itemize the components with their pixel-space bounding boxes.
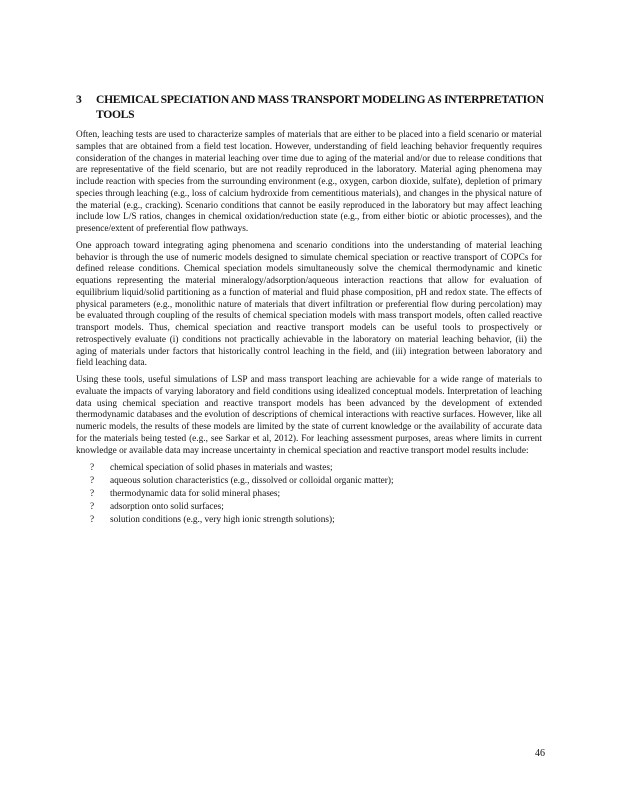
list-item-text: chemical speciation of solid phases in materials and wastes; — [110, 463, 333, 474]
bullet-icon: ? — [90, 463, 95, 474]
paragraph: Often, leaching tests are used to characterize samples of materials that are either to be placed into a field scenario or material samples that are obtained from a field test location. However, understanding of field leaching behavior frequently requires consideration of the changes in material leaching over time due to aging of the material and/or due to release conditions that are representative of the field scenario, but are not readily reproduced in the laboratory. Material aging phenomena may include reaction with species from the surrounding environment (e.g., oxygen, carbon dioxide, sulfate), depletion of primary species through leaching (e.g., loss of calcium hydroxide from cementitious materials), and changes in the physical nature of the material (e.g., cracking). Scenario conditions that cannot be easily reproduced in the laboratory but may affect leaching include low L/S ratios, changes in chemical oxidation/reduction state (e.g., from either biotic or abiotic processes), and the presence/extent of preferential flow pathways. — [76, 130, 542, 234]
bullet-icon: ? — [90, 489, 95, 500]
section-body — [76, 130, 542, 527]
list-item — [76, 462, 542, 475]
list-item-text: solution conditions (e.g., very high ionic strength solutions); — [110, 514, 335, 525]
paragraph: One approach toward integrating aging phenomena and scenario conditions into the understanding of material leaching behavior is through the use of numeric models designed to simulate chemical speciation or reactive transport of COPCs for defined release conditions. Chemical speciation models simultaneously solve the chemical thermodynamic and kinetic equations representing the material mineralogy/adsorption/aqueous interaction reactions that allow for evaluation of equilibrium liquid/solid partitioning as a function of material and fluid phase composition, pH and redox state. The effects of physical parameters (e.g., monolithic nature of materials that divert infiltration or preferential flow during percolation) may be evaluated through coupling of the results of chemical speciation models with mass transport models, often called reactive transport models. Thus, chemical speciation and reactive transport models can be useful tools to prospectively or retrospectively evaluate (i) conditions not practically achievable in the laboratory on material leaching behavior, (ii) the aging of materials under factors that historically control leaching in the field, and (iii) integration between laboratory and field leaching data. — [76, 240, 542, 369]
list-item — [76, 501, 542, 514]
section-number: 3 — [76, 93, 82, 106]
limitations-list — [76, 462, 542, 527]
list-item-text: aqueous solution characteristics (e.g., dissolved or colloidal organic matter); — [110, 476, 394, 487]
list-item-text: adsorption onto solid surfaces; — [110, 501, 224, 512]
bullet-icon: ? — [90, 514, 95, 525]
section-heading — [76, 92, 546, 122]
list-item-text: thermodynamic data for solid mineral phases; — [110, 489, 281, 500]
section-title: CHEMICAL SPECIATION AND MASS TRANSPORT MODELING AS INTERPRETATION TOOLS — [96, 93, 544, 121]
paragraph: Using these tools, useful simulations of LSP and mass transport leaching are achievable for a wide range of materials to evaluate the impacts of varying laboratory and field conditions using idealized conceptual models. Interpretation of leaching data using chemical speciation and reactive transport models has been advanced by the development of extended thermodynamic databases and the evolution of descriptions of chemical interactions with reactive surfaces. However, like all numeric models, the results of these models are limited by the state of current knowledge or the availability of accurate data for the materials being tested (e.g., see Sarkar et al, 2012). For leaching assessment purposes, areas where limits in current knowledge or available data may increase uncertainty in chemical speciation and reactive transport model results include: — [76, 375, 542, 456]
list-item — [76, 488, 542, 501]
list-item — [76, 514, 542, 527]
list-item — [76, 475, 542, 488]
bullet-icon: ? — [90, 476, 95, 487]
page-number: 46 — [535, 748, 545, 759]
bullet-icon: ? — [90, 501, 95, 512]
